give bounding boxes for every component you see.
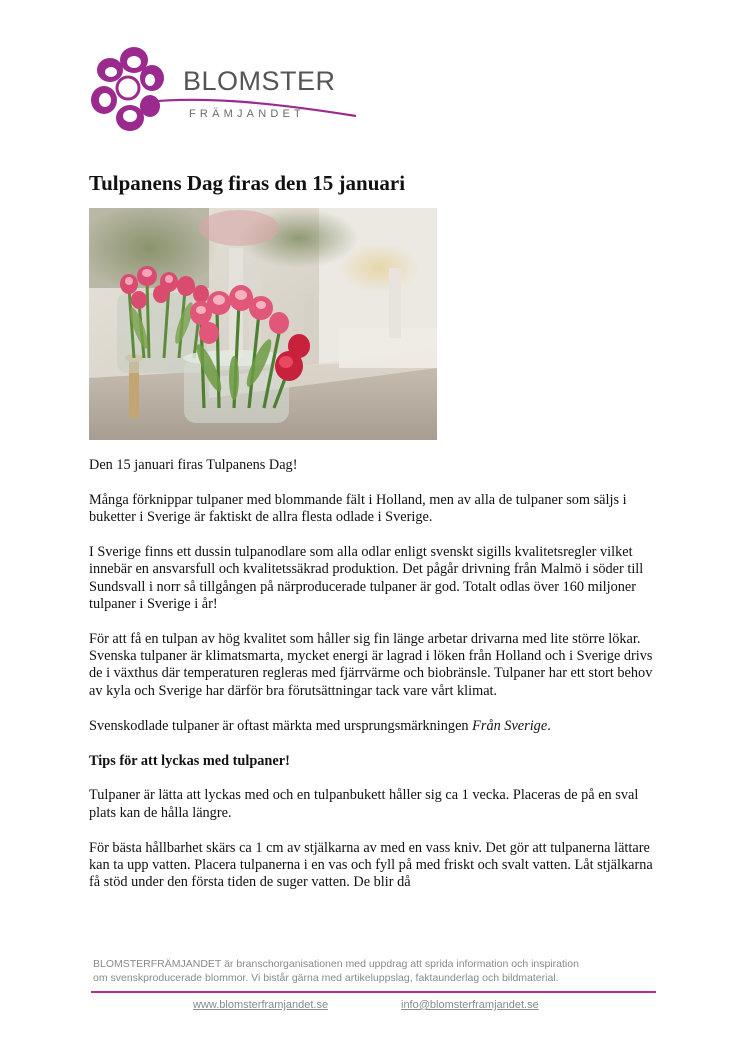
logo-subwordmark: FRÄMJANDET [189, 108, 305, 120]
paragraph: Många förknippar tulpaner med blommande fält i Holland, men av alla de tulpaner som säljs i buketter i Sverige är faktiskt de allra flesta odlade i Sverige. [89, 491, 627, 526]
blomster-framjandet-logo [86, 44, 366, 136]
email-link[interactable]: info@blomsterframjandet.se [401, 999, 539, 1011]
footer-divider [91, 991, 656, 993]
paragraph: För bästa hållbarhet skärs ca 1 cm av stjälkarna av med en vass kniv. Det gör att tulpanerna lättare kan ta upp vatten. Placera tulpanerna i en vas och fyll på med friskt och svalt vatten. Låt stjälkarna få stöd under den första tiden de suger vatten. De blir då [89, 839, 653, 891]
website-link[interactable]: www.blomsterframjandet.se [193, 999, 329, 1011]
origin-label-emphasis: Från Sverige [472, 717, 548, 734]
paragraph-origin-label [89, 718, 664, 735]
footer-line: om svenskproducerade blommor. Vi bistår gärna med artikeluppslag, faktaunderlag och bildmaterial. [93, 972, 559, 984]
footer-line: BLOMSTERFRÄMJANDET är branschorganisationen med uppdrag att sprida information och inspiration [93, 958, 579, 970]
paragraph: Den 15 januari firas Tulpanens Dag! [89, 457, 298, 473]
paragraph: För att få en tulpan av hög kvalitet som håller sig fin länge arbetar drivarna med lite större lökar. Svenska tulpaner är klimatsmarta, mycket energi är lagrad i löken från Holland och i Sverige drivs de i växthus där temperaturen regleras med fjärrvärme och biobränsle. Tulpaner har ett stort behov av kyla och Sverige har därför bra förutsättningar tack vare vårt klimat. [89, 630, 653, 699]
document-title: Tulpanens Dag firas den 15 januari [89, 171, 406, 195]
text-span: . [547, 717, 551, 734]
text-span: Svenskodlade tulpaner är oftast märkta med ursprungsmärkningen [89, 717, 473, 734]
paragraph: I Sverige finns ett dussin tulpanodlare som alla odlar enligt svenskt sigills kvalitetsregler vilket innebär en ansvarsfull och kvalitetssäkrad produktion. Det pågår drivning från Malmö i söder till Sundsvall i norr så tillgången på närproducerade tulpaner är god. Totalt odlas över 160 miljoner tulpaner i Sverige i år! [89, 544, 644, 612]
tulip-photo [89, 208, 437, 440]
tips-heading: Tips för att lyckas med tulpaner! [89, 752, 290, 769]
footer-description [93, 957, 663, 985]
logo-wordmark: BLOMSTER [183, 66, 336, 96]
article-body [89, 457, 664, 892]
paragraph: Tulpaner är lätta att lyckas med och en tulpanbukett håller sig ca 1 vecka. Placeras de på en sval plats kan de hålla längre. [89, 787, 639, 821]
